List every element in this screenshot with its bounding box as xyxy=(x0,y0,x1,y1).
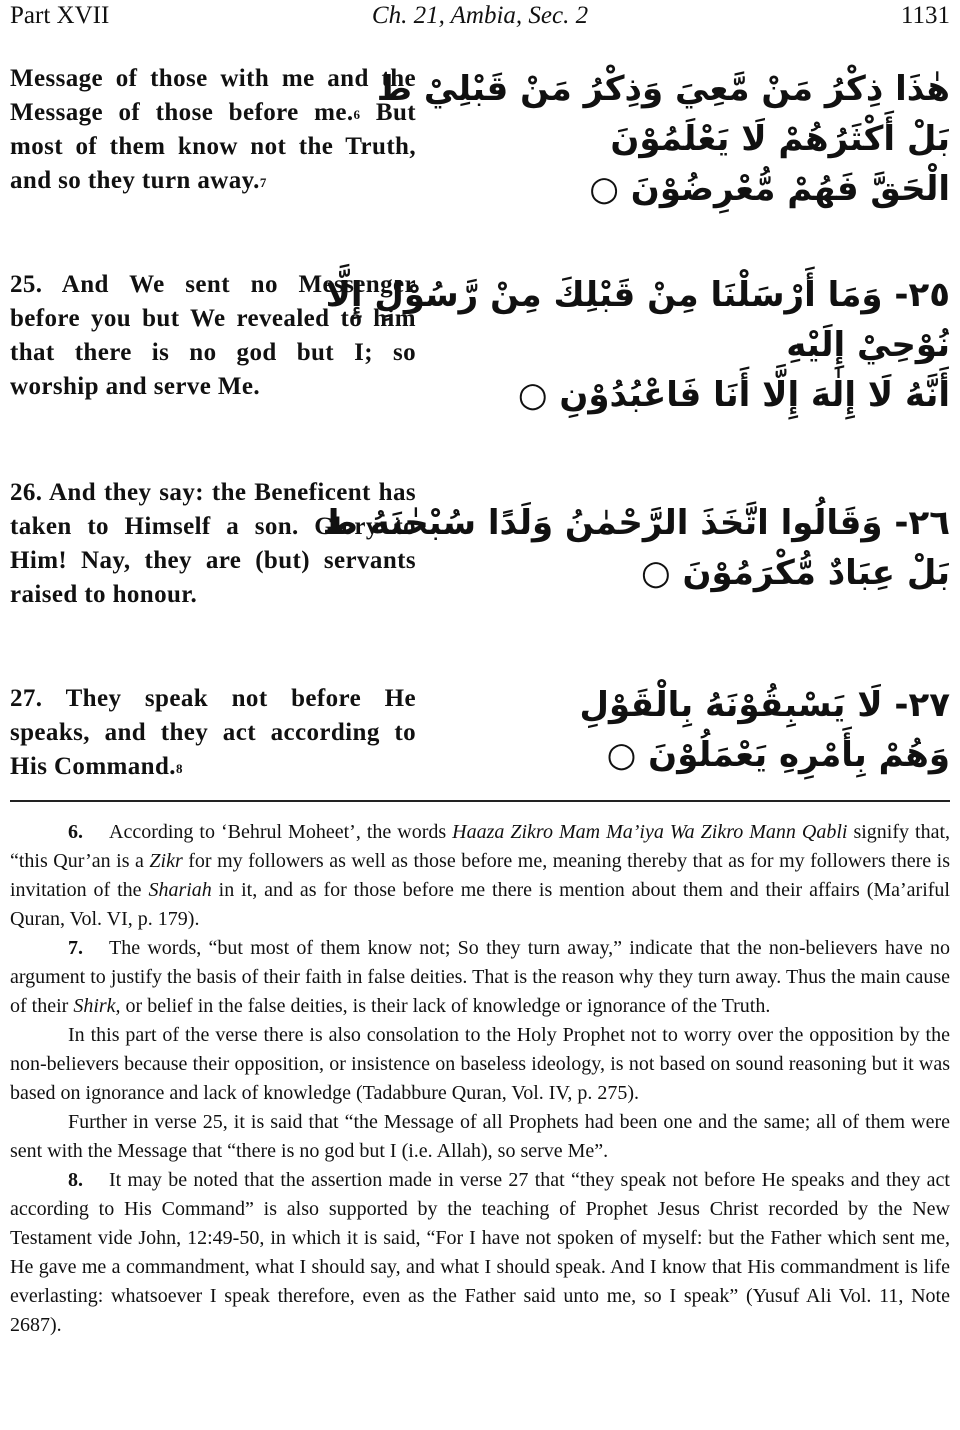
footnote-ref-8[interactable]: 8 xyxy=(175,761,183,776)
verse-25-english: 25. And We sent no Messenger before you but We revealed to him that there is no god but I; so worship and serve Me. xyxy=(10,271,416,400)
page-number: 1131 xyxy=(900,2,950,29)
footnote-8: 8. It may be noted that the assertion made in verse 27 that “they speak not before He speaks and they act according to His Command” is also supported by the teaching of Prophet Jesus Christ recorded by the New Testament vide John, 12:49-50, in which it is said, “For I have not spoken of myself: but the Father which sent me, He gave me a commandment, what I should say, and what I should speak. And I know that His commandment is life everlasting: whatsoever I speak therefore, even as the Father said unto me, so I speak” (Yusuf Ali Vol. 11, Note 2687). xyxy=(10,1169,950,1336)
verse-27-arabic: ٢٧- لَا يَسْبِقُوْنَهُ بِالْقَوْلِ وَهُمْ بِأَمْرِهِ يَعْمَلُوْنَ ○ xyxy=(579,685,950,775)
verse-24-arabic: هٰذَا ذِكْرُ مَنْ مَّعِيَ وَذِكْرُ مَنْ قَبْلِيْ ط بَلْ أَكْثَرُهُمْ لَا يَعْلَمُوْنَ الْحَقَّ فَهُمْ مُّعْرِضُوْنَ ○ xyxy=(376,69,950,209)
verse-27-english: 27. They speak not before He speaks, and they act according to His Command.$^8$ xyxy=(10,685,416,780)
footnote-7-further: Further in verse 25, it is said that “the Message of all Prophets had been one and the same; all of them were sent with the Message that “there is no god but I (i.e. Allah), so serve Me”. xyxy=(10,1111,950,1162)
footnote-7-consolation: In this part of the verse there is also consolation to the Holy Prophet not to worry over the opposition by the non-believers because their opposition, or insistence on baseless ideology, is not based on sound reasoning but it was based on ignorance and lack of knowledge (Tadabbure Quran, Vol. IV, p. 275). xyxy=(10,1024,950,1104)
page-header xyxy=(10,2,950,34)
verse-25-arabic: ٢٥- وَمَا أَرْسَلْنَا مِنْ قَبْلِكَ مِنْ رَّسُوْلٍ إِلَّا نُوْحِيْ إِلَيْهِ أَنَّهُ لَا إِلٰهَ إِلَّا أَنَا فَاعْبُدُوْنِ ○ xyxy=(325,275,950,415)
chapter-title: Ch. 21, Ambia, Sec. 2 xyxy=(371,2,589,29)
footnote-ref-7[interactable]: 7 xyxy=(259,175,267,190)
footnote-ref-6[interactable]: 6 xyxy=(353,107,361,122)
footnotes xyxy=(10,818,950,1340)
footnote-7: 7. The words, “but most of them know not; So they turn away,” indicate that the non-believers have no argument to justify the basis of their faith in false deities. That is the reason why they turn away. Thus the main cause of their Shirk, or belief in the false deities, is their lack of knowledge or ignorance of the Truth. xyxy=(10,937,950,1017)
verse-24-english: Message of those with me and the Message of those before me.$^6$ But most of them know not the Truth, and so they turn away.$^7$ xyxy=(10,65,416,194)
footnote-divider xyxy=(10,800,950,802)
verse-26-english: 26. And they say: the Beneficent has taken to Himself a son. Glory to Him! Nay, they are (but) servants raised to honour. xyxy=(10,479,416,608)
footnote-6: 6. According to ‘Behrul Moheet’, the words Haaza Zikro Mam Ma’iya Wa Zikro Mann Qabli signify that, “this Qur’an is a Zikr for my followers as well as those before me, meaning thereby that as for my followers there is invitation of the Shariah in it, and as for those before me there is mention about them and their affairs (Ma’ariful Quran, Vol. VI, p. 179). xyxy=(10,821,951,930)
part-label: Part XVII xyxy=(10,2,110,29)
verse-26-arabic: ٢٦- وَقَالُوا اتَّخَذَ الرَّحْمٰنُ وَلَدًا سُبْحٰنَهُ ط بَلْ عِبَادٌ مُّكْرَمُوْنَ ○ xyxy=(322,503,950,593)
